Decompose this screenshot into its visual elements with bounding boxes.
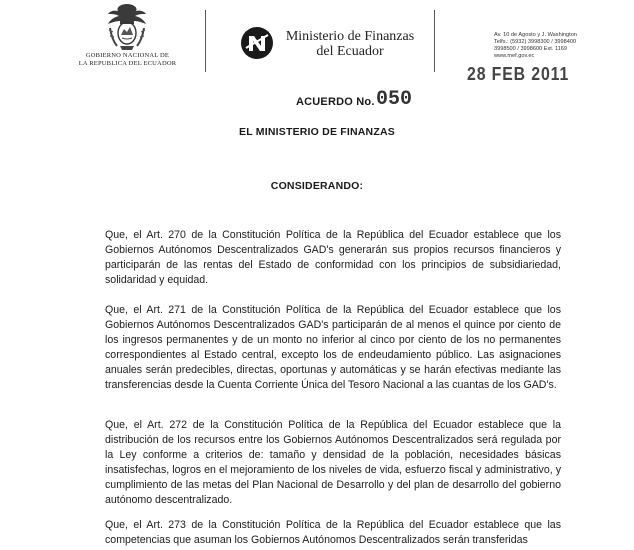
address-website: www.mef.gov.ec bbox=[494, 53, 535, 59]
paragraph-art-271: Que, el Art. 271 de la Constitución Política de la República del Ecuador establece que los Gobiernos Autónomos Descentralizados GAD's participarán de al menos el quince por ciento de los ingresos permanentes y de un monto no inferior al cinco por ciento de los no permanentes correspondientes al Estado central, excepto los de endeudamiento público. Las asignaciones anuales serán predecibles, directas, oportunas y automáticas y se harán efectivas mediante las transferencias desde la Cuenta Corriente Única del Tesoro Nacional a las cuantas de los GAD's. bbox=[105, 304, 561, 391]
ministry-name-line2: del Ecuador bbox=[316, 44, 384, 59]
issuer-heading: EL MINISTERIO DE FINANZAS bbox=[239, 126, 395, 138]
address-line: 3998500 / 3998600 Ext. 1169 bbox=[494, 46, 567, 52]
ministry-name-line1: Ministerio de Finanzas bbox=[285, 29, 415, 44]
government-name-line1: GOBIERNO NACIONAL DE bbox=[85, 52, 170, 59]
government-name bbox=[60, 52, 195, 68]
government-name-line2: LA REPUBLICA DEL ECUADOR bbox=[78, 60, 177, 67]
header-divider-left bbox=[205, 10, 206, 72]
header-divider-right bbox=[434, 10, 435, 72]
acuerdo-label: ACUERDO No. bbox=[296, 96, 375, 108]
considerando-heading: CONSIDERANDO: bbox=[270, 180, 364, 192]
date-stamp: 28 FEB 2011 bbox=[467, 64, 570, 84]
address-line: Av. 10 de Agosto y J. Washington bbox=[494, 32, 577, 38]
coat-of-arms-icon bbox=[100, 2, 154, 52]
paragraph-art-270: Que, el Art. 270 de la Constitución Política de la República del Ecuador establece que los Gobiernos Autónomos Descentralizados GAD's generarán sus propios recursos financieros y participarán de las rentas del Estado de conformidad con los principios de subsidiariedad, solidaridad y equidad. bbox=[105, 229, 561, 286]
ministry-logo-icon bbox=[240, 26, 274, 60]
address-line: Telfs.: (5932) 3998300 / 3998400 bbox=[494, 39, 577, 45]
acuerdo-number: 050 bbox=[376, 88, 413, 111]
ministry-name bbox=[280, 29, 420, 59]
ministry-address bbox=[494, 32, 614, 60]
paragraph-art-272: Que, el Art. 272 de la Constitución Política de la República del Ecuador establece que la distribución de los recursos entre los Gobiernos Autónomos Descentralizados será regulada por la Ley conforme a criterios de: tamaño y densidad de la población, necesidades básicas insatisfechas, logros en el mejoramiento de los niveles de vida, esfuerzo fiscal y administrativo, y cumplimiento de las metas del Plan Nacional de Desarrollo y del plan de desarrollo del gobierno autónomo descentralizado. bbox=[105, 419, 561, 506]
paragraph-art-273: Que, el Art. 273 de la Constitución Política de la República del Ecuador establece que las competencias que asuman los Gobiernos Autónomos Descentralizados serán transferidas bbox=[105, 519, 561, 546]
